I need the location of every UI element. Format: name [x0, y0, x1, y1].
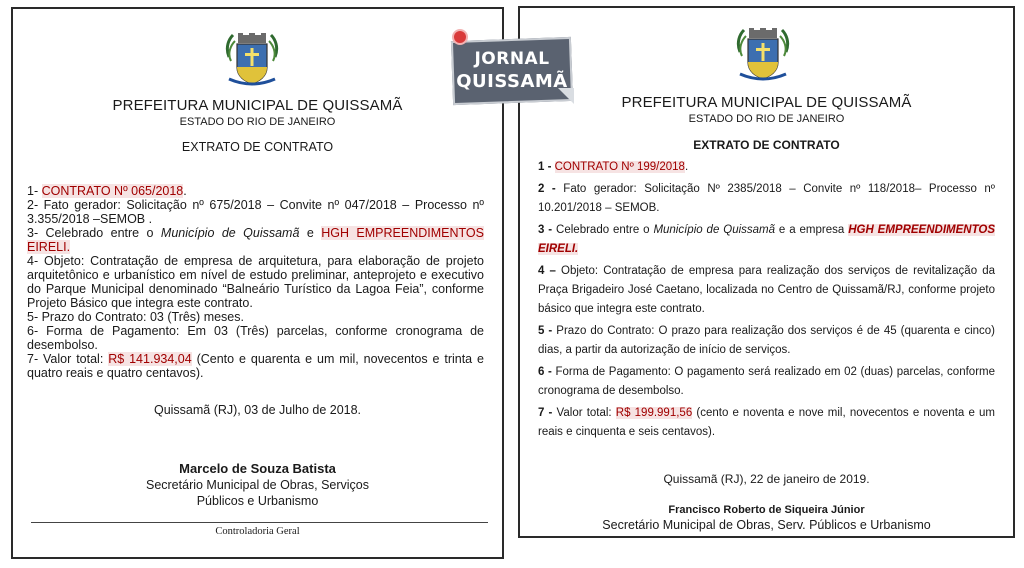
clause-6: 6- Forma de Pagamento: Em 03 (Três) parcelas, conforme cronograma de desembolso.: [27, 324, 484, 352]
push-pin-icon: [454, 31, 466, 43]
signatory-name: Francisco Roberto de Siqueira Júnior: [668, 504, 865, 516]
document-title: EXTRATO DE CONTRATO: [181, 140, 334, 154]
signing-date: Quissamã (RJ), 03 de Julho de 2018.: [153, 403, 362, 417]
clause-3: 3 - Celebrado entre o Município de Quissamã e a empresa HGH EMPREENDIMENTOS EIRELI.: [538, 224, 996, 255]
clause-5: 5- Prazo do Contrato: 03 (Três) meses.: [27, 310, 244, 324]
company-name: HGH EMPREENDIMENTOS EIRELI.: [27, 226, 484, 254]
document-title: EXTRATO DE CONTRATO: [693, 138, 840, 152]
contract-extract-2018: [11, 7, 504, 559]
logo-line-1: JORNAL: [474, 49, 550, 69]
contract-number: CONTRATO Nº 199/2018: [554, 161, 685, 173]
clause-1: 1 - CONTRATO Nº 199/2018.: [538, 161, 689, 173]
footer-divider: [31, 522, 488, 523]
clause-1: 1- CONTRATO Nº 065/2018.: [27, 184, 187, 198]
clause-2: 2- Fato gerador: Solicitação nº 675/2018 – Convite nº 047/2018 – Processo nº 3.355/2018 –SEMOB .: [27, 198, 484, 226]
signatory-title-line2: Públicos e Urbanismo: [196, 494, 319, 508]
clause-6: 6 - Forma de Pagamento: O pagamento será realizado em 02 (duas) parcelas, conforme cronograma de desembolso.: [538, 366, 995, 397]
signatory-title: Secretário Municipal de Obras, Serv. Públicos e Urbanismo: [602, 518, 931, 532]
footer-department: Controladoria Geral: [215, 526, 300, 537]
logo-line-2: QUISSAMÃ: [456, 71, 568, 92]
contract-number: CONTRATO Nº 065/2018: [41, 184, 184, 198]
clause-4: 4 – Objeto: Contratação de empresa para realização dos serviços de revitalização da Praça Brigadeiro José Caetano, localizada no Centro de Quissamã/RJ, conforme projeto básico que integra este contrato.: [538, 265, 995, 315]
contract-clauses: [27, 184, 484, 380]
contract-clauses: [538, 158, 995, 445]
jornal-quissama-logo: [448, 31, 576, 107]
clause-3: 3- Celebrado entre o Município de Quissamã e HGH EMPREENDIMENTOS EIRELI.: [27, 226, 484, 254]
contract-value: R$ 199.991,56: [615, 407, 693, 419]
city-hall-title: PREFEITURA MUNICIPAL DE QUISSAMÃ: [621, 94, 912, 111]
signatory-name: Marcelo de Souza Batista: [179, 461, 336, 476]
clause-4: 4- Objeto: Contratação de empresa de arquitetura, para elaboração de projeto arquitetônico e urbanístico em nível de estudo preliminar, anteprojeto e executivo do Parque Municipal denominado “Balneário Turístico da Lagoa Feia”, conforme Projeto Básico que integra este contrato.: [27, 254, 484, 310]
municipal-coat-of-arms-icon: [734, 26, 792, 84]
contract-extract-2019: [518, 6, 1015, 538]
contract-value: R$ 141.934,04: [108, 352, 192, 366]
signing-date: Quissamã (RJ), 22 de janeiro de 2019.: [663, 472, 870, 486]
company-name: HGH EMPREENDIMENTOS EIRELI.: [538, 224, 996, 255]
municipal-coat-of-arms-icon: [223, 31, 281, 89]
signatory-title-line1: Secretário Municipal de Obras, Serviços: [145, 478, 369, 492]
clause-2: 2 - Fato gerador: Solicitação Nº 2385/2018 – Convite nº 118/2018– Processo nº 10.201/2018 – SEMOB.: [538, 183, 995, 214]
clause-5: 5 - Prazo do Contrato: O prazo para realização dos serviços é de 45 (quarenta e cinco) dias, a partir da autorização de início de serviços.: [538, 325, 995, 356]
city-hall-title: PREFEITURA MUNICIPAL DE QUISSAMÃ: [112, 97, 403, 114]
clause-7: 7- Valor total: R$ 141.934,04 (Cento e quarenta e um mil, novecentos e trinta e quatro reais e quatro centavos).: [27, 352, 484, 380]
state-name: ESTADO DO RIO DE JANEIRO: [179, 116, 336, 128]
clause-7: 7 - Valor total: R$ 199.991,56 (cento e noventa e nove mil, novecentos e noventa e um reais e cinquenta e seis centavos).: [538, 407, 995, 438]
state-name: ESTADO DO RIO DE JANEIRO: [688, 113, 845, 125]
